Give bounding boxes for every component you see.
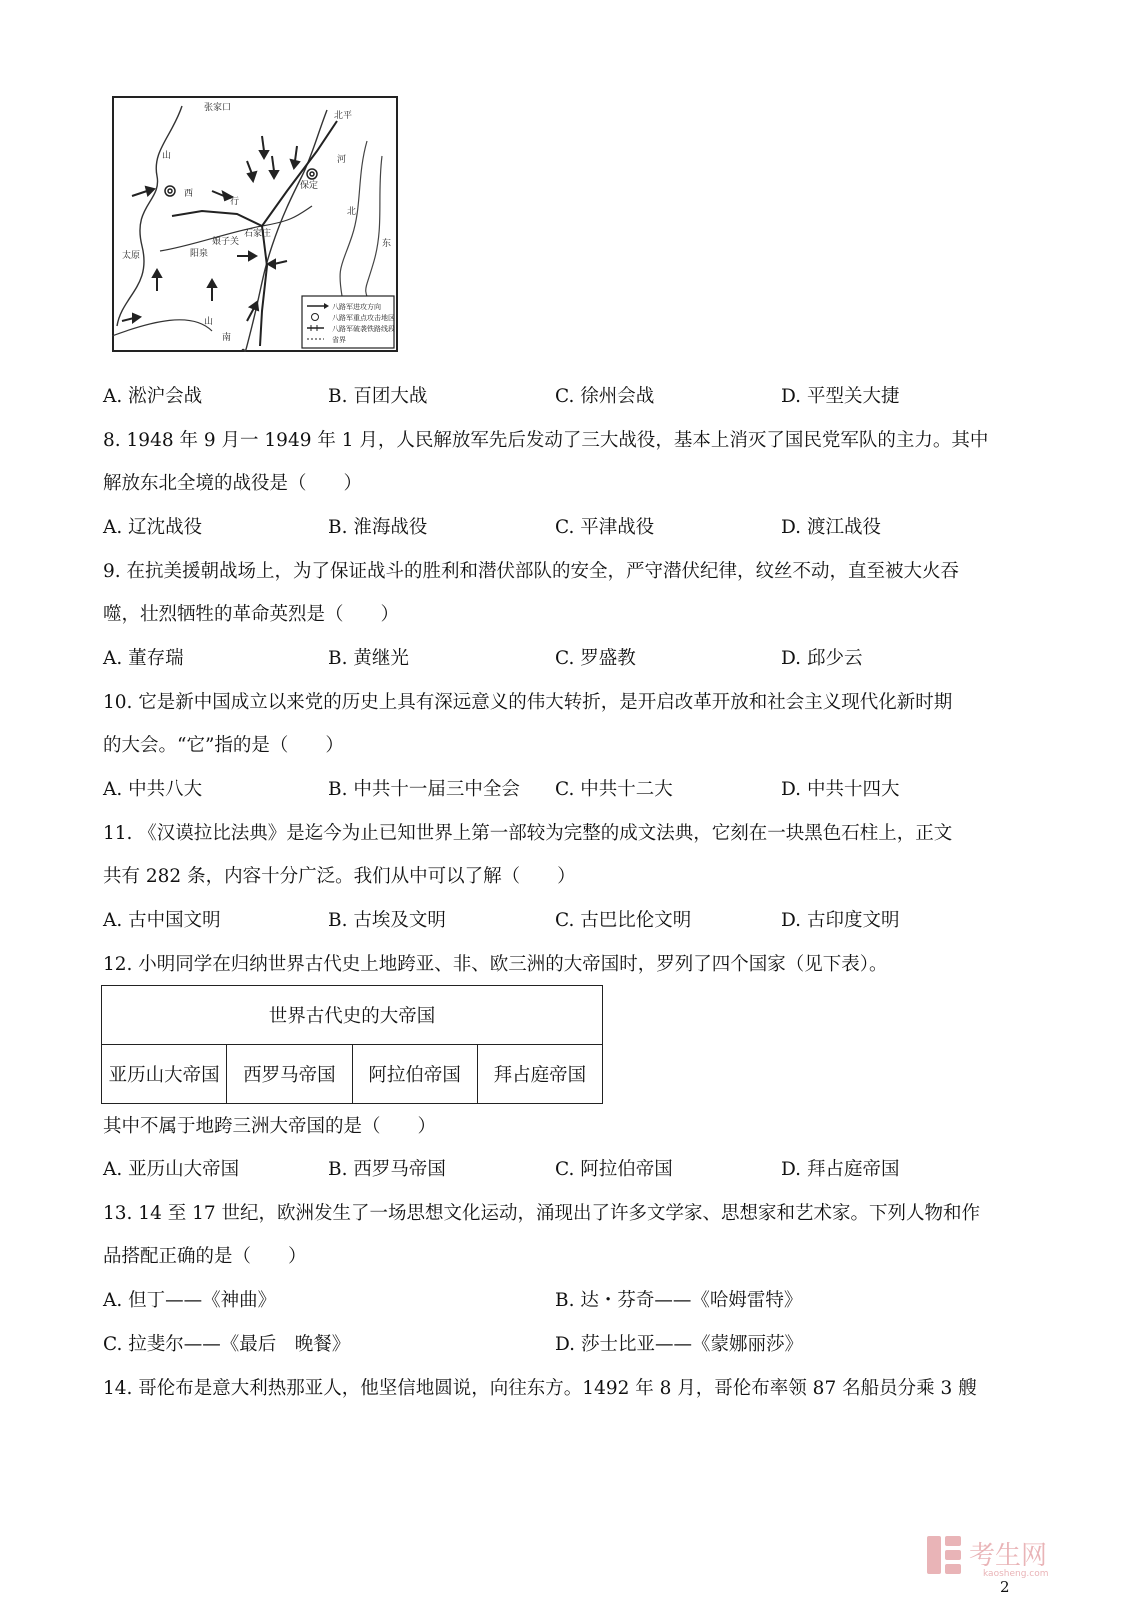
map-label: 西 <box>184 189 194 199</box>
q12-option-b: B. 西罗马帝国 <box>328 1159 446 1180</box>
map-label: 太原 <box>122 251 141 261</box>
q10-option-b: B. 中共十一届三中全会 <box>328 779 520 800</box>
q12-option-c: C. 阿拉伯帝国 <box>555 1159 673 1180</box>
q14-stem-line: 14. 哥伦布是意大利热那亚人，他坚信地圆说，向往东方。1492 年 8 月，哥伦布率领 87 名船员分乘 3 艘 <box>103 1378 977 1399</box>
legend-label: 省界 <box>332 336 346 344</box>
map-label: 南 <box>222 333 232 343</box>
map-label: 东 <box>382 239 392 249</box>
q7-option-b <box>328 385 427 409</box>
q10-stem-line: 的大会。“它”指的是（ ） <box>103 735 344 756</box>
q8-option-b: B. 淮海战役 <box>328 517 428 538</box>
map-label: 山 <box>162 151 172 161</box>
q11-option-a: A. 古中国文明 <box>103 910 221 931</box>
q12-option-a: A. 亚历山大帝国 <box>103 1159 240 1180</box>
q11-stem-line: 共有 282 条，内容十分广泛。我们从中可以了解（ ） <box>103 866 576 887</box>
option-label: C. <box>555 386 575 407</box>
kaosheng-logo-icon <box>925 1532 1095 1578</box>
q8-option-c: C. 平津战役 <box>555 517 655 538</box>
q10-option-a: A. 中共八大 <box>103 779 203 800</box>
kaosheng-watermark <box>925 1532 1095 1578</box>
q9-stem-line: 9. 在抗美援朝战场上，为了保证战斗的胜利和潜伏部队的安全，严守潜伏纪律，纹丝不动，直至被大火吞 <box>103 561 960 582</box>
q13-stem-line: 13. 14 至 17 世纪，欧洲发生了一场思想文化运动，涌现出了许多文学家、思想家和艺术家。下列人物和作 <box>103 1203 981 1224</box>
q7-option-a <box>103 385 202 409</box>
q13-option-b: B. 达・芬奇——《哈姆雷特》 <box>555 1290 803 1311</box>
q9-option-c: C. 罗盛教 <box>555 648 636 669</box>
q8-stem-line: 解放东北全境的战役是（ ） <box>103 473 363 494</box>
q13-option-c: C. 拉斐尔——《最后 晚餐》 <box>103 1334 351 1355</box>
option-text: 百团大战 <box>353 386 428 407</box>
map-label: 娘子关 <box>212 237 240 247</box>
q11-option-b: B. 古埃及文明 <box>328 910 446 931</box>
legend-label: 八路军进攻方向 <box>332 303 381 311</box>
legend-label: 八路军破袭铁路线段 <box>332 325 395 333</box>
map-legend <box>302 296 395 348</box>
option-label: D. <box>781 386 802 407</box>
option-label: A. <box>103 386 123 407</box>
map-label: 北 <box>347 207 357 217</box>
q11-option-c: C. 古巴比伦文明 <box>555 910 692 931</box>
table-title: 世界古代史的大帝国 <box>102 986 603 1045</box>
q8-stem-line: 8. 1948 年 9 月一 1949 年 1 月，人民解放军先后发动了三大战役，基本上消灭了国民党军队的主力。其中 <box>103 430 989 451</box>
map-label: 河 <box>337 155 347 165</box>
q12-option-d: D. 拜占庭帝国 <box>781 1159 900 1180</box>
map-label: 石家庄 <box>244 229 272 239</box>
q10-option-c: C. 中共十二大 <box>555 779 673 800</box>
watermark-url: kaosheng.com <box>983 1569 1049 1578</box>
map-label: 行 <box>230 197 240 207</box>
q13-option-d: D. 莎士比亚——《蒙娜丽莎》 <box>555 1334 803 1355</box>
table-cell: 拜占庭帝国 <box>477 1045 602 1104</box>
legend-label: 八路军重点攻击地区 <box>332 314 395 322</box>
q9-option-b: B. 黄继光 <box>328 648 409 669</box>
q13-stem-line: 品搭配正确的是（ ） <box>103 1246 307 1267</box>
battle-map <box>112 96 398 352</box>
q9-option-d: D. 邱少云 <box>781 648 863 669</box>
q7-option-d <box>781 385 899 409</box>
table-cell: 阿拉伯帝国 <box>352 1045 477 1104</box>
q11-stem-line: 11. 《汉谟拉比法典》是迄今为止已知世界上第一部较为完整的成文法典，它刻在一块黑色石柱上，正文 <box>103 823 953 844</box>
option-text: 徐州会战 <box>580 386 655 407</box>
option-label: B. <box>328 386 348 407</box>
q12-question-line: 其中不属于地跨三洲大帝国的是（ ） <box>103 1116 437 1137</box>
q13-option-a: A. 但丁——《神曲》 <box>103 1290 277 1311</box>
map-label: 保定 <box>300 181 319 191</box>
option-text: 平型关大捷 <box>806 386 900 407</box>
table-cell: 亚历山大帝国 <box>102 1045 227 1104</box>
watermark-brand: 考生网 <box>969 1541 1048 1571</box>
table-cell: 西罗马帝国 <box>227 1045 352 1104</box>
q9-option-a: A. 董存瑞 <box>103 648 184 669</box>
empire-table <box>101 985 603 1104</box>
battle-map-figure <box>112 96 398 352</box>
q8-option-a: A. 辽沈战役 <box>103 517 203 538</box>
map-label: 山 <box>204 317 214 327</box>
q7-option-c <box>555 385 654 409</box>
q10-option-d: D. 中共十四大 <box>781 779 900 800</box>
option-text: 淞沪会战 <box>128 386 203 407</box>
q10-stem-line: 10. 它是新中国成立以来党的历史上具有深远意义的伟大转折，是开启改革开放和社会主义现代化新时期 <box>103 692 953 713</box>
q8-option-d: D. 渡江战役 <box>781 517 881 538</box>
page-number: 2 <box>1000 1578 1010 1596</box>
q11-option-d: D. 古印度文明 <box>781 910 900 931</box>
map-label: 阳泉 <box>190 249 209 259</box>
q9-stem-line: 噬，壮烈牺牲的革命英烈是（ ） <box>103 604 400 625</box>
map-label: 北平 <box>334 111 353 121</box>
map-label: 张家口 <box>204 103 232 113</box>
q12-stem-line: 12. 小明同学在归纳世界古代史上地跨亚、非、欧三洲的大帝国时，罗列了四个国家（见下表）。 <box>103 954 888 975</box>
